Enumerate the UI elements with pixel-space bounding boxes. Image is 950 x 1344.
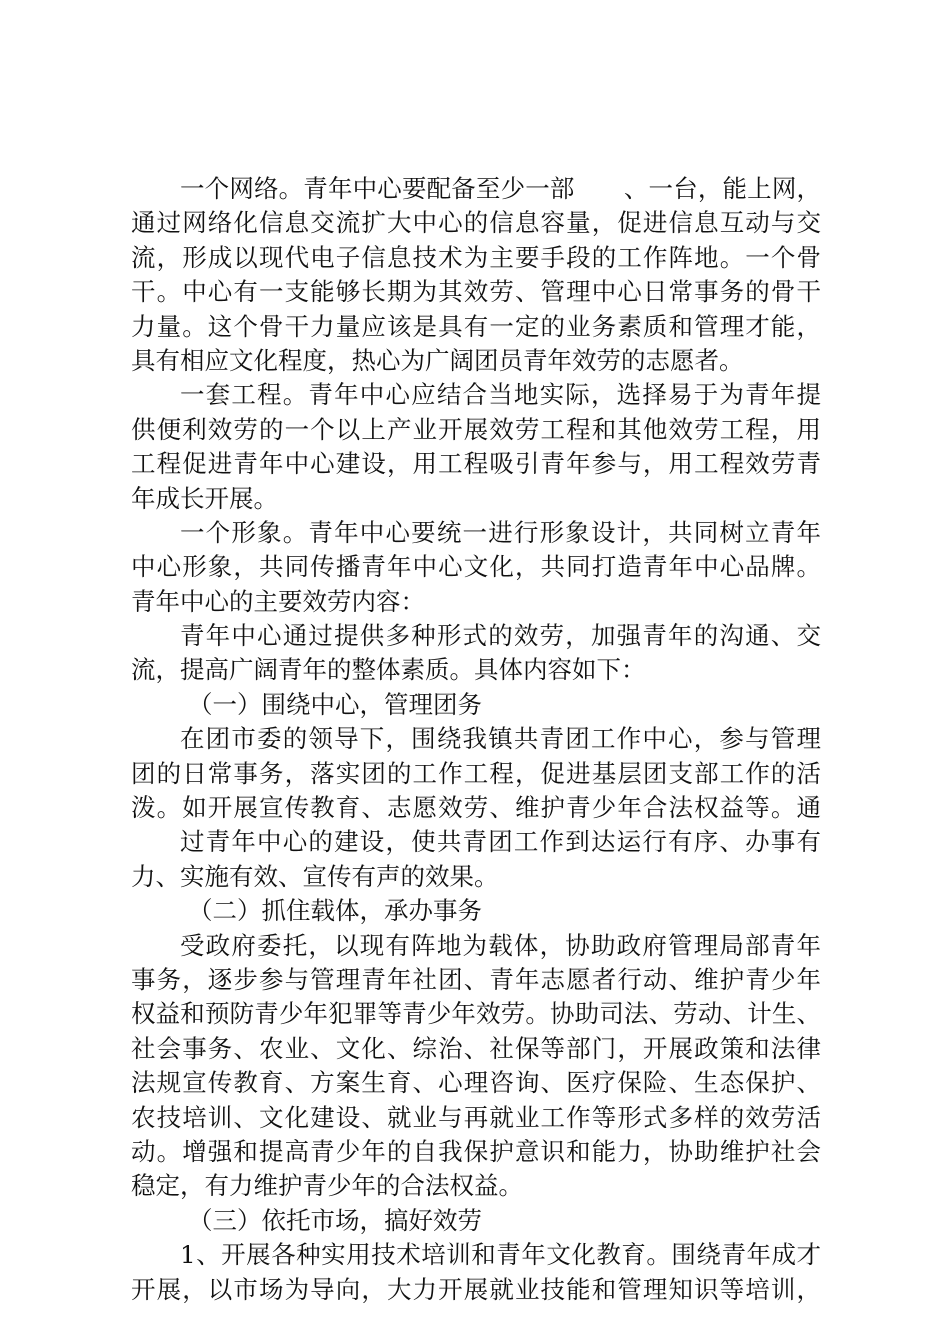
text-line: 年成长开展。 [131,483,278,513]
text-line: 团的日常事务，落实团的工作工程，促进基层团支部工作的活 [131,758,821,788]
text-line: 青年中心通过提供多种形式的效劳，加强青年的沟通、交 [180,621,821,651]
text-line: 过青年中心的建设，使共青团工作到达运行有序、办事有 [180,827,821,857]
text-line: 泼。如开展宣传教育、志愿效劳、维护青少年合法权益等。通 [131,793,821,823]
text-line: 动。增强和提高青少年的自我保护意识和能力，协助维护社会 [131,1136,821,1166]
text-line: 稳定，有力维护青少年的合法权益。 [131,1171,523,1201]
text-line: 流，形成以现代电子信息技术为主要手段的工作阵地。一个骨 [131,242,821,272]
text-line: 一套工程。青年中心应结合当地实际，选择易于为青年提 [180,380,821,410]
text-line: 具有相应文化程度，热心为广阔团员青年效劳的志愿者。 [131,345,744,375]
text-line: 事务，逐步参与管理青年社团、青年志愿者行动、维护青少年 [131,964,821,994]
text-line: （一）围绕中心，管理团务 [188,689,482,719]
text-line: （二）抓住载体，承办事务 [188,896,482,926]
text-line: （三）依托市场，搞好效劳 [188,1205,482,1235]
text-line: 工程促进青年中心建设，用工程吸引青年参与，用工程效劳青 [131,449,821,479]
document-body [131,172,821,1307]
text-line: 青年中心的主要效劳内容： [131,586,425,616]
text-line: 一个网络。青年中心要配备至少一部 、一台，能上网， [180,174,821,203]
text-line: 力量。这个骨干力量应该是具有一定的业务素质和管理才能， [131,311,821,341]
text-line: 受政府委托，以现有阵地为载体，协助政府管理局部青年 [180,930,821,960]
text-line: 1、开展各种实用技术培训和青年文化教育。围绕青年成才 [180,1240,821,1270]
text-line: 在团市委的领导下，围绕我镇共青团工作中心，参与管理 [180,724,821,754]
text-line: 法规宣传教育、方案生育、心理咨询、医疗保险、生态保护、 [131,1068,821,1098]
text-line: 中心形象，共同传播青年中心文化，共同打造青年中心品牌。 [131,552,821,582]
text-line: 社会事务、农业、文化、综治、社保等部门，开展政策和法律 [131,1033,821,1063]
text-line: 开展，以市场为导向，大力开展就业技能和管理知识等培训， [131,1274,821,1304]
text-line: 流，提高广阔青年的整体素质。具体内容如下： [131,655,646,685]
text-line: 一个形象。青年中心要统一进行形象设计，共同树立青年 [180,517,821,547]
text-line: 权益和预防青少年犯罪等青少年效劳。协助司法、劳动、计生、 [131,999,821,1029]
text-line: 通过网络化信息交流扩大中心的信息容量，促进信息互动与交 [131,208,821,238]
text-line: 干。中心有一支能够长期为其效劳、管理中心日常事务的骨干 [131,277,821,307]
text-line: 农技培训、文化建设、就业与再就业工作等形式多样的效劳活 [131,1102,821,1132]
text-line: 力、实施有效、宣传有声的效果。 [131,861,499,891]
text-line: 供便利效劳的一个以上产业开展效劳工程和其他效劳工程，用 [131,414,821,444]
